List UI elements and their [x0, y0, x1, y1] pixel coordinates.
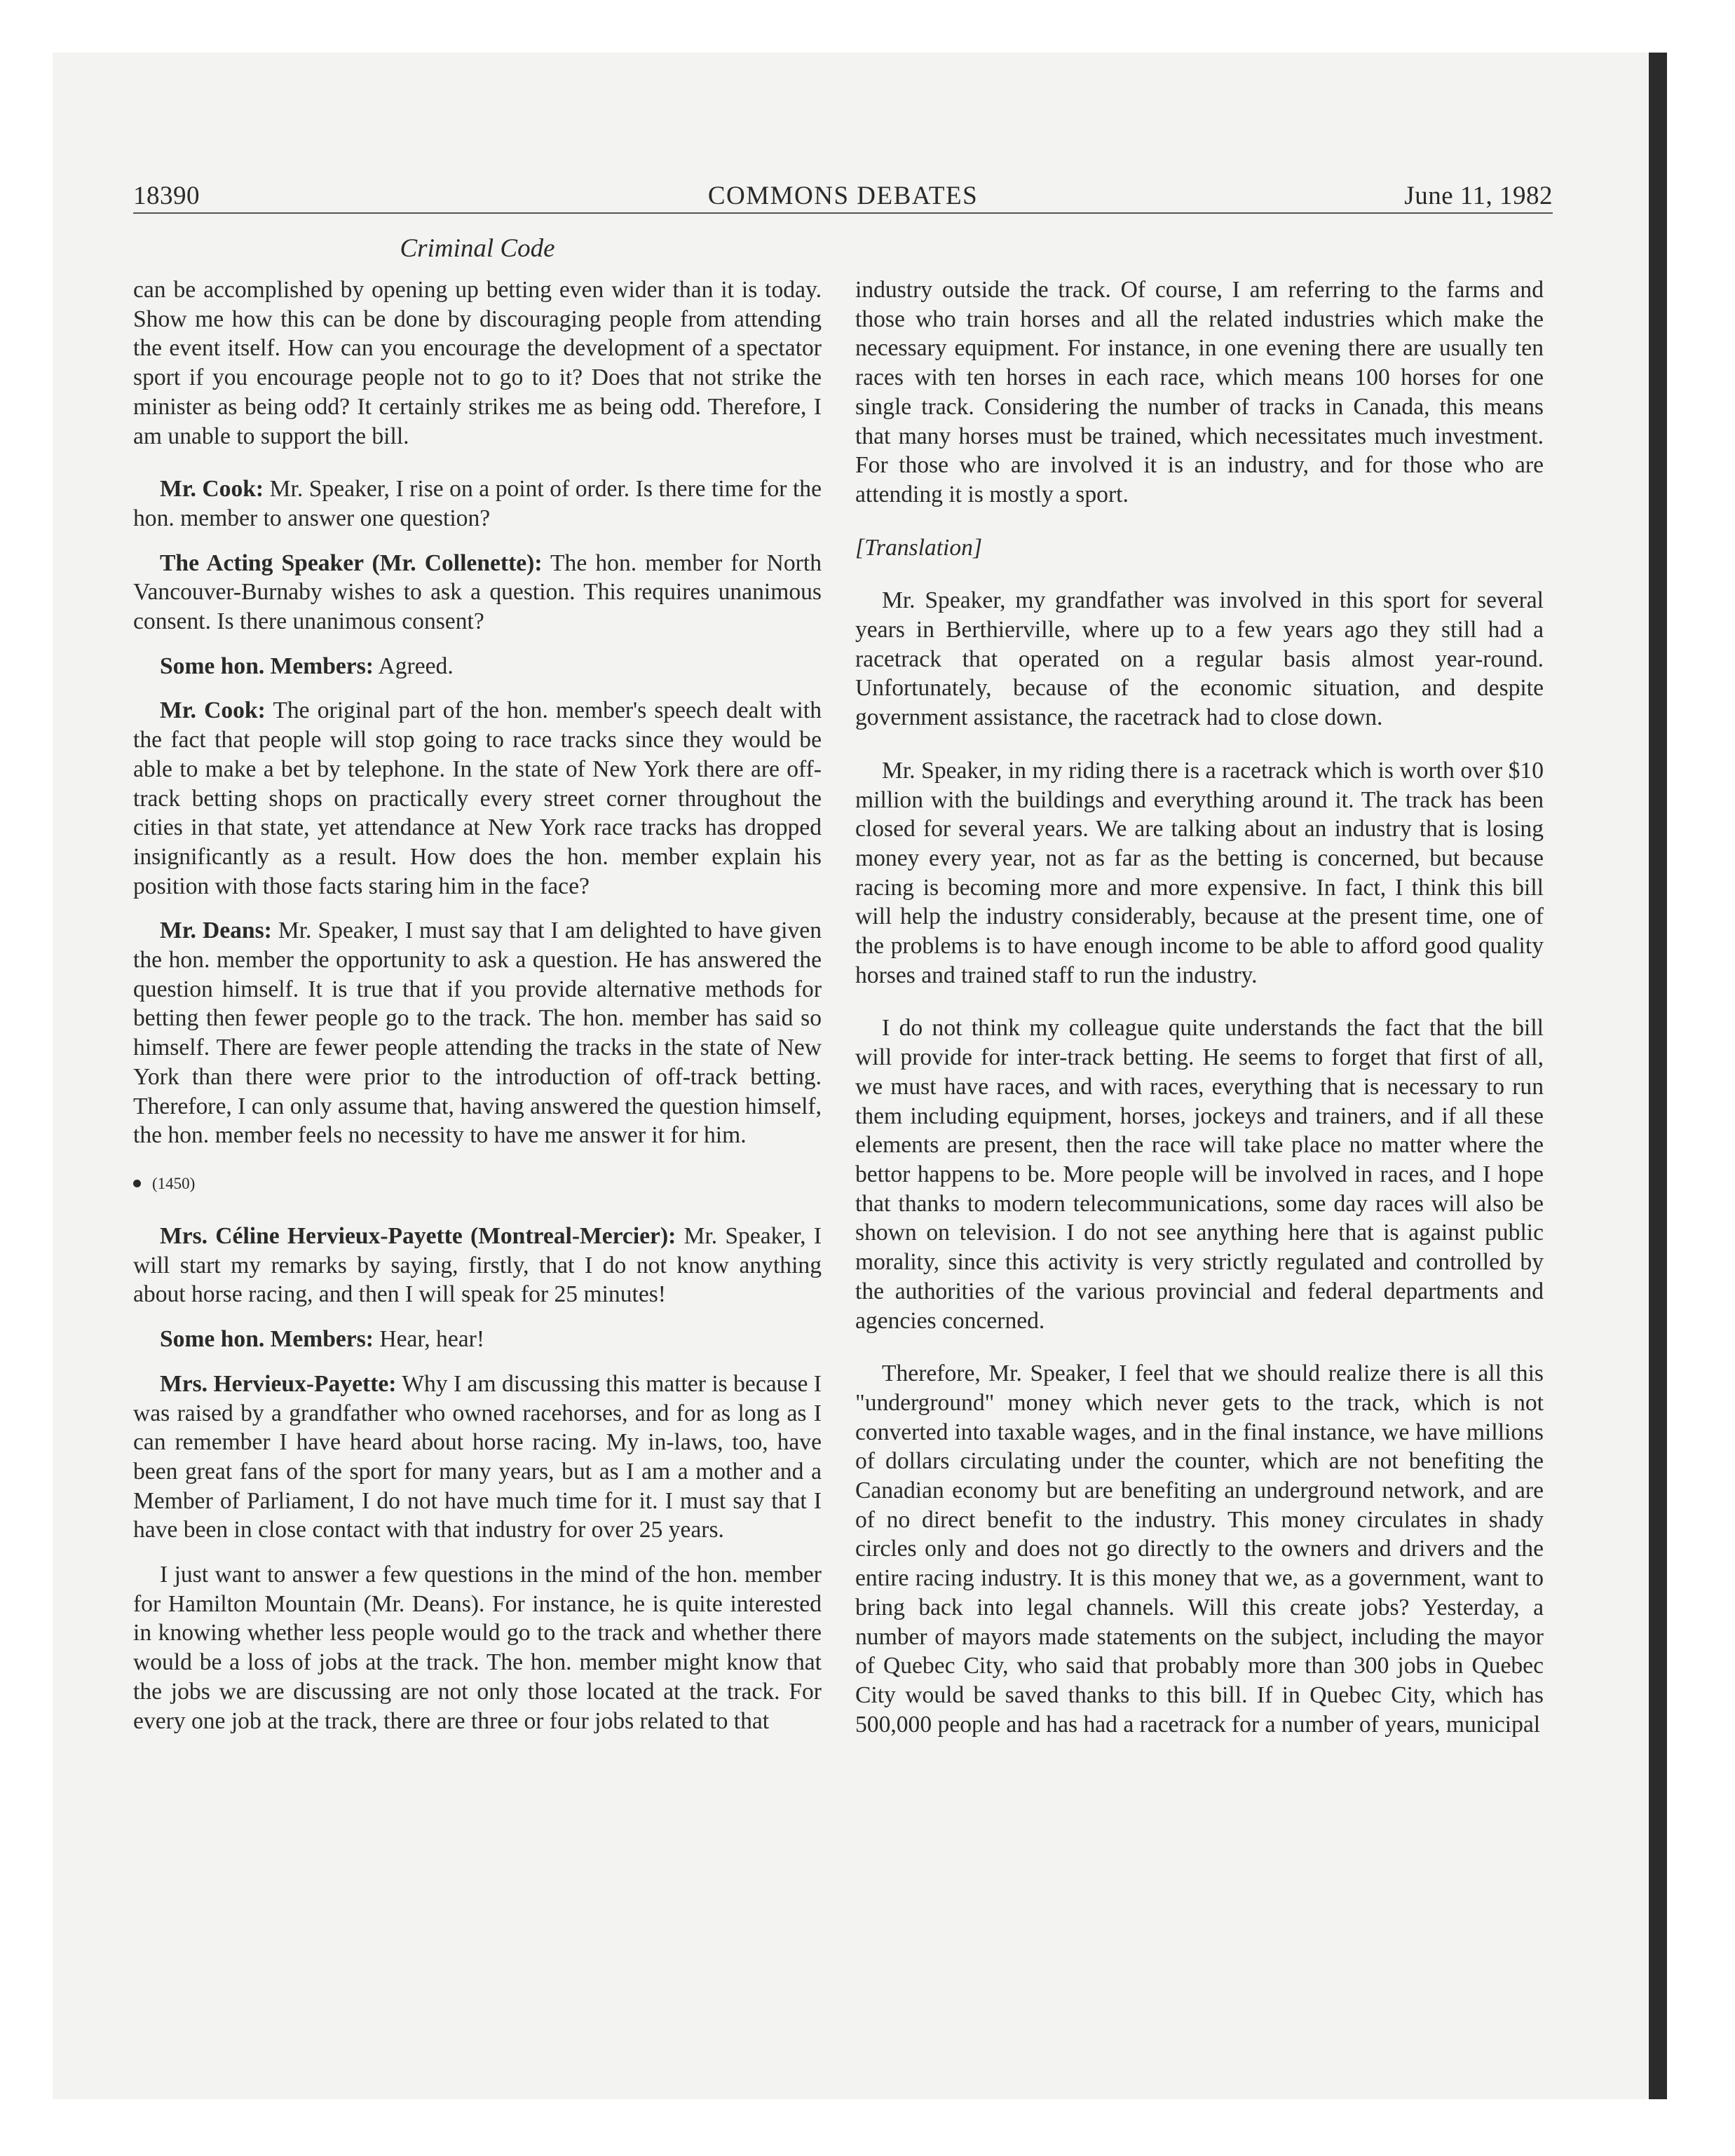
- speech-text: The original part of the hon. member's speech dealt with the fact that people will stop going to race tracks since they would be able to make a bet by telephone. In the state of New York there are off-track betting shops on practically every street corner throughout the cities in that state, yet attendance at New York race tracks has dropped insignificantly as a result. How does the hon. member explain his position with those facts staring him in the face?: [133, 697, 822, 899]
- speech-text: Mr. Speaker, I will start my remarks by saying, firstly, that I do not know anything about horse racing, and then I will speak for 25 minutes!: [133, 1222, 822, 1308]
- speech-text: Mr. Speaker, I must say that I am delighted to have given the hon. member the opportunity to ask a question. He has answered the question himself. It is true that if you provide alternative methods for betting then fewer people go to the track. The hon. member has said so himself. There are fewer people attending the tracks in the state of New York than there were prior to the introduction of off-track betting. Therefore, I can only assume that, having answered the question himself, the hon. member feels no necessity to have me answer it for him.: [133, 917, 822, 1149]
- speech-paragraph: [133, 549, 822, 636]
- speech-paragraph: [133, 1325, 822, 1354]
- speech-paragraph: [133, 1370, 822, 1545]
- speech-text: Mr. Speaker, I rise on a point of order. Is there time for the hon. member to answer one question?: [133, 476, 822, 531]
- speech-text: The hon. member for North Vancouver-Burnaby wishes to ask a question. This requires unanimous consent. Is there unanimous consent?: [133, 550, 822, 635]
- paragraph: can be accomplished by opening up betting even wider than it is today. Show me how this can be done by discouraging people from attending the event itself. How can you encourage the development of a spectator sport if you encourage people not to go to it? Does that not strike the minister as being odd? It certainly strikes me as being odd. Therefore, I am unable to support the bill.: [133, 277, 822, 449]
- translation-note: [Translation]: [855, 534, 983, 561]
- speech-text: Why I am discussing this matter is because I was raised by a grandfather who owned racehorses, and for as long as I can remember I have heard about horse racing. My in-laws, too, have been great fans of the sport for many years, but as I am a mother and a Member of Parliament, I do not have much time for it. I must say that I have been in close contact with that industry for over 25 years.: [133, 1370, 822, 1543]
- header-rule: [133, 212, 1553, 214]
- speaker-name: Some hon. Members:: [160, 653, 374, 679]
- paragraph: industry outside the track. Of course, I am referring to the farms and those who train horses and all the related industries which make the necessary equipment. For instance, in one evening there are usually ten races with ten horses in each race, which means 100 horses for one single track. Considering the number of tracks in Canada, this means that many horses must be trained, which necessitates much investment. For those who are involved it is an industry, and for those who are attending it is mostly a sport.: [855, 277, 1544, 507]
- bullet-icon: [133, 1180, 141, 1187]
- issue-date: June 11, 1982: [1404, 182, 1553, 210]
- speaker-name: Mrs. Hervieux-Payette:: [160, 1370, 397, 1397]
- speaker-name: Some hon. Members:: [160, 1326, 374, 1353]
- speaker-name: Mr. Deans:: [160, 917, 272, 944]
- speaker-name: Mr. Cook:: [160, 697, 266, 724]
- speaker-name: The Acting Speaker (Mr. Collenette):: [160, 550, 543, 576]
- page-header: [133, 181, 1553, 216]
- speech-paragraph: [133, 696, 822, 901]
- page-number: 18390: [133, 182, 200, 210]
- speaker-name: Mrs. Céline Hervieux-Payette (Montreal-Mercier):: [160, 1222, 676, 1249]
- paragraph: Mr. Speaker, my grandfather was involved in this sport for several years in Berthierville, where up to a few years ago they still had a racetrack that operated on a regular basis almost year-round. Unfortunately, because of the economic situation, and despite government assistance, the racetrack had to close down.: [855, 587, 1544, 731]
- speech-paragraph: [133, 652, 822, 681]
- speech-paragraph: [133, 475, 822, 533]
- time-marker: [133, 1170, 822, 1198]
- left-column: [133, 275, 822, 1735]
- subject-heading: Criminal Code: [400, 234, 555, 263]
- time-marker-text: (1450): [152, 1174, 196, 1192]
- paragraph: I do not think my colleague quite understands the fact that the bill will provide for inter-track betting. He seems to forget that first of all, we must have races, and with races, everything that is necessary to run them including equipment, horses, jockeys and trainers, and if all these elements are present, then the race will take place no matter where the bettor happens to be. More people will be involved in races, and I hope that thanks to modern telecommunications, some day races will also be shown on television. I do not see anything here that is against public morality, since this activity is very strictly regulated and controlled by the authorities of the various provincial and federal departments and agencies concerned.: [855, 1015, 1544, 1334]
- paragraph: Therefore, Mr. Speaker, I feel that we should realize there is all this "underground" money which never gets to the track, which is not converted into taxable wages, and in the final instance, we have millions of dollars circulating under the counter, which are not benefiting the Canadian economy but are benefiting an underground network, and are of no direct benefit to the industry. This money circulates in shady circles only and does not go directly to the owners and drivers and the entire racing industry. It is this money that we, as a government, want to bring back into legal channels. Will this create jobs? Yesterday, a number of mayors made statements on the subject, including the mayor of Quebec City, who said that probably more than 300 jobs in Quebec City would be saved thanks to this bill. If in Quebec City, which has 500,000 people and has had a racetrack for a number of years, municipal: [855, 1360, 1544, 1738]
- speaker-name: Mr. Cook:: [160, 476, 264, 503]
- paragraph: I just want to answer a few questions in the mind of the hon. member for Hamilton Mountain (Mr. Deans). For instance, he is quite interested in knowing whether less people would go to the track and whether there would be a loss of jobs at the track. The hon. member might know that the jobs we are discussing are not only those located at the track. For every one job at the track, there are three or four jobs related to that: [133, 1562, 822, 1734]
- publication-title: COMMONS DEBATES: [707, 182, 979, 210]
- speech-paragraph: [133, 916, 822, 1150]
- right-column: [855, 275, 1544, 1739]
- speech-paragraph: [133, 1222, 822, 1309]
- paragraph: Mr. Speaker, in my riding there is a racetrack which is worth over $10 million with the buildings and everything around it. The track has been closed for several years. We are talking about an industry that is losing money every year, not as far as the betting is concerned, but because racing is becoming more and more expensive. In fact, I think this bill will help the industry considerably, because at the present time, one of the problems is to have enough income to be able to afford good quality horses and trained staff to run the industry.: [855, 757, 1544, 988]
- speech-text: Hear, hear!: [373, 1326, 485, 1353]
- speech-text: Agreed.: [373, 653, 454, 679]
